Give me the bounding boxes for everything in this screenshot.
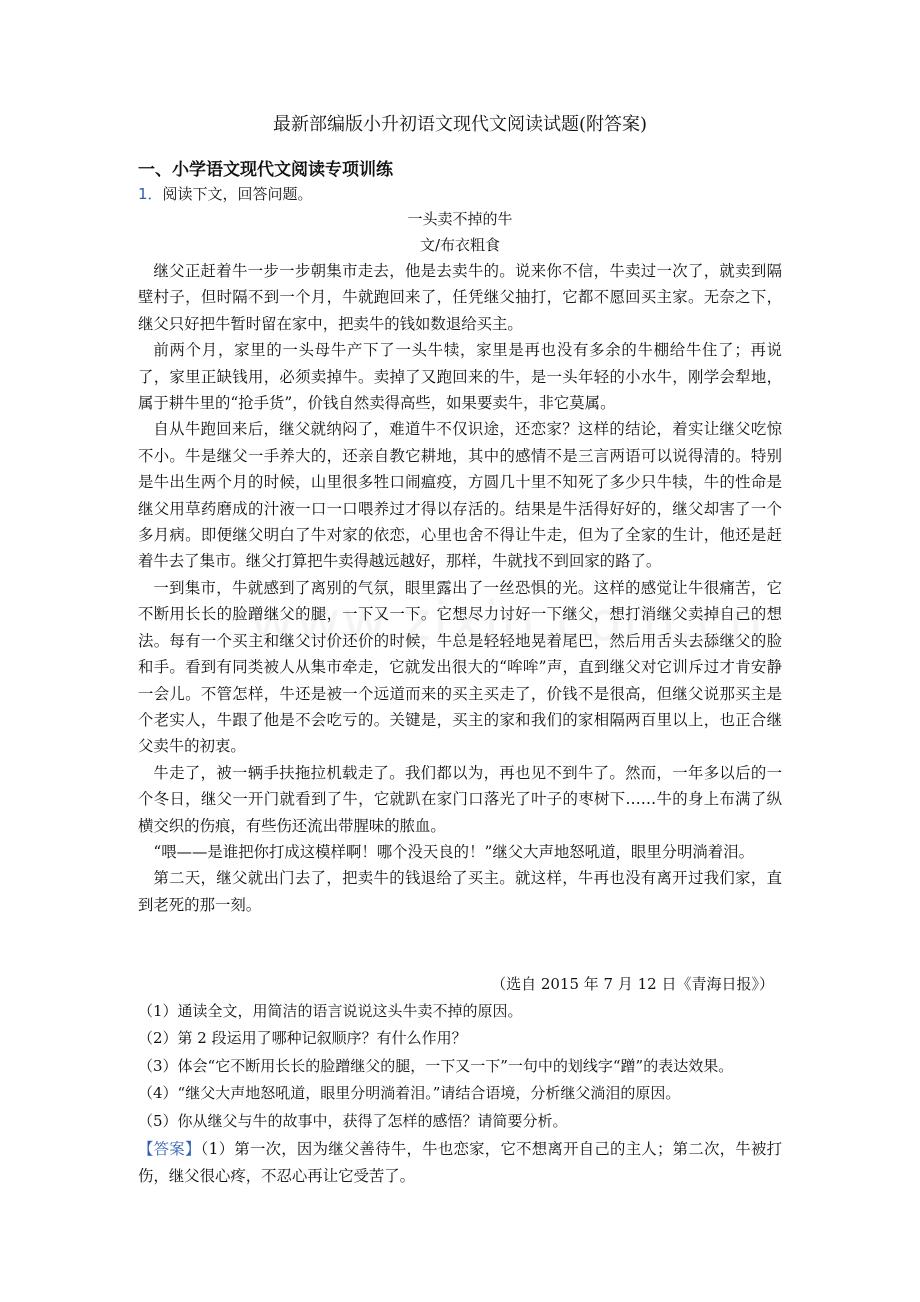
article-source: （选自 2015 年 7 月 12 日《青海日报》）	[491, 975, 774, 993]
document-title: 最新部编版小升初语文现代文阅读试题(附答案)	[272, 114, 648, 135]
question-intro	[138, 183, 313, 205]
article-paragraph: 继父正赶着牛一步一步朝集市走去，他是去卖牛的。说来你不信，牛卖过一次了，就卖到隔壁村子，但时隔不到一个月，牛就跑回来了，任凭继父抽打，它都不愿回买主家。无奈之下，继父只好把牛暂时留在家中，把卖牛的钱如数退给买主。	[138, 262, 782, 333]
article-body	[138, 258, 782, 918]
question-list	[138, 998, 782, 1135]
answer-text: （1）第一次，因为继父善待牛，牛也恋家，它不想离开自己的主人；第二次，牛被打伤，继父很心疼，不忍心再让它受苦了。	[138, 1140, 782, 1185]
answer-tag: 【答案】	[138, 1140, 201, 1158]
section-heading: 一、小学语文现代文阅读专项训练	[138, 160, 393, 180]
article-paragraph: 自从牛跑回来后，继父就纳闷了，难道牛不仅识途，还恋家？这样的结论，着实让继父吃惊不小。牛是继父一手养大的，还亲自教它耕地，其中的感情不是三言两语可以说得清的。特别是牛出生两个月的时候，山里很多牲口闹瘟疫，方圆几十里不知死了多少只牛犊，牛的性命是继父用草药磨成的汁液一口一口喂养过才得以存活的。结果是牛活得好好的，继父却害了一个多月病。即便继父明白了牛对家的依恋，心里也舍不得让牛走，但为了全家的生计，他还是赶着牛去了集市。继父打算把牛卖得越远越好，那样，牛就找不到回家的路了。	[138, 420, 782, 571]
question-number: 1．	[138, 185, 163, 203]
question-prompt: 阅读下文，回答问题。	[162, 185, 313, 203]
article-author: 文/布衣粗食	[419, 236, 501, 254]
article-paragraph: “喂——是谁把你打成这模样啊！哪个没天良的！”继父大声地怒吼道，眼里分明淌着泪。	[153, 842, 754, 861]
sub-question: （5）你从继父与牛的故事中，获得了怎样的感悟？请简要分析。	[138, 1111, 568, 1130]
sub-question: （2）第 2 段运用了哪种记叙顺序？有什么作用？	[138, 1029, 467, 1048]
sub-question: （3）体会“它不断用长长的脸蹭继父的腿，一下又一下”一句中的划线字“蹭”的表达效果。	[138, 1056, 734, 1075]
article-title: 一头卖不掉的牛	[407, 210, 513, 228]
article-paragraph: 前两个月，家里的一头母牛产下了一头牛犊，家里是再也没有多余的牛棚给牛住了；再说了，家里正缺钱用，必须卖掉牛。卖掉了又跑回来的牛，是一头年轻的小水牛，刚学会犁地，属于耕牛里的“抢手货”，价钱自然卖得高些，如果要卖牛，非它莫属。	[138, 341, 782, 413]
article-paragraph: 牛走了，被一辆手扶拖拉机载走了。我们都以为，再也见不到牛了。然而，一年多以后的一个冬日，继父一开门就看到了牛，它就趴在家门口落光了叶子的枣树下……牛的身上布满了纵横交织的伤痕，有些伤还流出带腥味的脓血。	[138, 763, 782, 835]
article-paragraph: 第二天，继父就出门去了，把卖牛的钱退给了买主。就这样，牛再也没有离开过我们家，直到老死的那一刻。	[138, 869, 782, 914]
sub-question: （1）通读全文，用简洁的语言说说这头牛卖不掉的原因。	[138, 1002, 523, 1020]
sub-question: （4）“继父大声地怒吼道，眼里分明淌着泪。”请结合语境，分析继父淌泪的原因。	[138, 1084, 681, 1103]
answer-block	[138, 1136, 782, 1190]
article-paragraph: 一到集市，牛就感到了离别的气氛，眼里露出了一丝恐惧的光。这样的感觉让牛很痛苦，它不断用长长的脸蹭继父的腿，一下又一下。它想尽力讨好一下继父，想打消继父卖掉自己的想法。每有一个买主和继父讨价还价的时候，牛总是轻轻地晃着尾巴，然后用舌头去舔继父的脸和手。看到有同类被人从集市牵走，它就发出很大的“哞哞”声，直到继父对它训斥过才肯安静一会儿。不管怎样，牛还是被一个远道而来的买主买走了，价钱不是很高，但继父说那买主是个老实人，牛跟了他是不会吃亏的。关键是，买主的家和我们的家相隔两百里以上，也正合继父卖牛的初衷。	[138, 578, 782, 756]
